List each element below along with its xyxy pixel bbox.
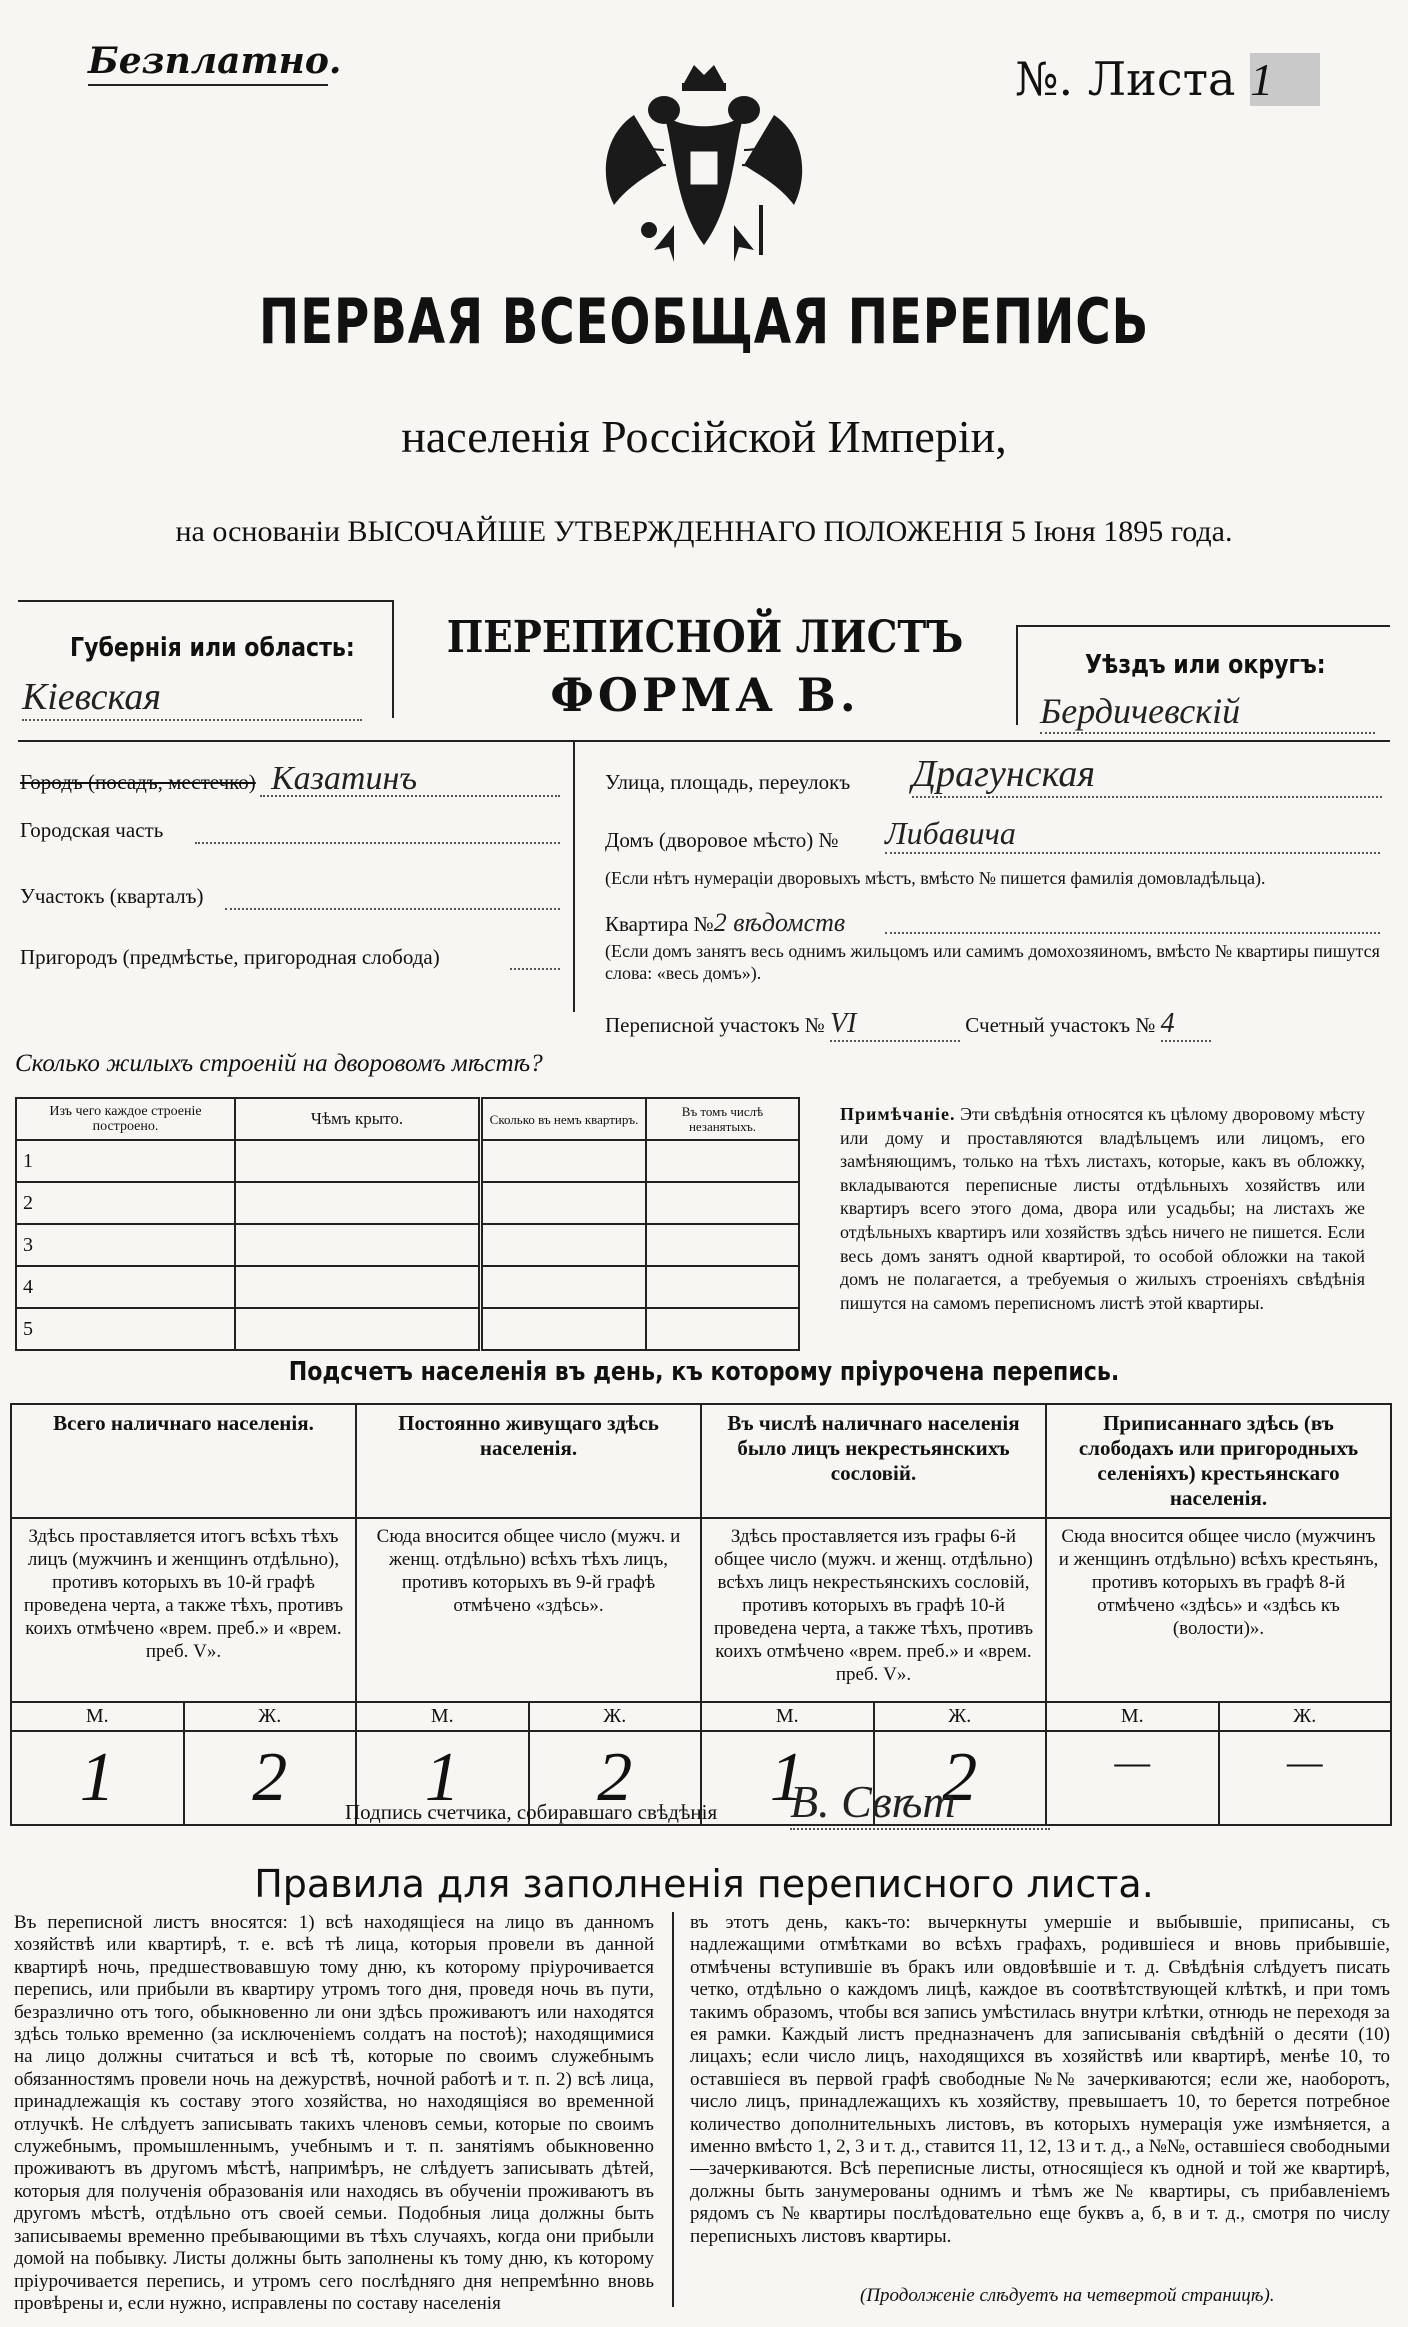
street-value: Драгунская (912, 752, 1382, 798)
house-label: Домъ (дворовое мѣсто) № (605, 828, 839, 852)
table-cell[interactable] (235, 1140, 481, 1182)
row-number: 1 (16, 1140, 235, 1182)
male-count[interactable]: 1 (356, 1731, 529, 1825)
census-district-row (605, 1008, 1395, 1042)
page-subtitle: населенія Россійской Имперіи, (401, 411, 1007, 462)
table-row (16, 1308, 799, 1350)
column-head: Постоянно живущаго здѣсь населенія. (356, 1404, 701, 1518)
apartment-value: 2 вѣдомств (713, 908, 846, 937)
table-cell[interactable] (646, 1140, 799, 1182)
uezd-value: Бердичевскій (1040, 690, 1375, 734)
row-number: 3 (16, 1224, 235, 1266)
male-label: М. (11, 1702, 184, 1731)
apartment-note: (Если домъ занятъ весь однимъ жильцомъ или самимъ домохозяиномъ, вмѣсто № квартиры пишутся слова: «весь домъ»). (605, 941, 1380, 983)
male-label: М. (356, 1702, 529, 1731)
divider (88, 84, 328, 86)
uezd-label: Уѣздъ или округъ: (1085, 650, 1326, 680)
form-name: ПЕРЕПИСНОЙ ЛИСТЪ (446, 612, 964, 663)
female-label: Ж. (184, 1702, 357, 1731)
column-description: Сюда вносится общее число (мужч. и женщ. отдѣльно) всѣхъ тѣхъ лицъ, противъ которыхъ въ 9-й графѣ отмѣчено «здѣсь». (356, 1518, 701, 1702)
female-label: Ж. (874, 1702, 1047, 1731)
row-number: 4 (16, 1266, 235, 1308)
male-count[interactable]: — (1046, 1731, 1219, 1825)
suburb-label: Пригородъ (предмѣстье, пригородная слобода) (20, 945, 440, 969)
city-label: Городъ (посадъ, местечко) (20, 770, 256, 794)
column-head: Въ числѣ наличнаго населенія было лицъ некрестьянскихъ сословій. (701, 1404, 1046, 1518)
table-cell[interactable] (646, 1308, 799, 1350)
table-cell[interactable] (646, 1182, 799, 1224)
rules-title: Правила для заполненія переписного листа. (254, 1862, 1154, 1906)
city-part-line (195, 842, 560, 844)
count-title: Подсчетъ населенія въ день, къ которому пріурочена перепись. (288, 1357, 1120, 1387)
female-count[interactable]: 2 (874, 1731, 1047, 1825)
male-count[interactable]: 1 (11, 1731, 184, 1825)
street-label: Улица, площадь, переулокъ (605, 770, 851, 794)
signature-value: В. Свѣт (790, 1775, 1050, 1830)
divider (1018, 625, 1390, 627)
city-field (20, 760, 560, 798)
count-district-value: 4 (1161, 1008, 1211, 1042)
table-header: Сколько въ немъ квартиръ. (481, 1098, 647, 1140)
note-title: Примѣчаніе. (840, 1104, 956, 1124)
page-title: ПЕРВАЯ ВСЕОБЩАЯ ПЕРЕПИСЬ (258, 285, 1150, 358)
divider (1016, 625, 1018, 725)
divider (18, 600, 393, 602)
divider (672, 1912, 674, 2307)
table-row (16, 1224, 799, 1266)
gubernia-value: Кіевская (22, 675, 362, 721)
female-count[interactable]: 2 (529, 1731, 702, 1825)
table-cell[interactable] (235, 1308, 481, 1350)
basis-line: на основаніи ВЫСОЧАЙШЕ УТВЕРЖДЕННАГО ПОЛОЖЕНІЯ 5 Іюня 1895 года. (175, 515, 1233, 548)
buildings-table (15, 1097, 800, 1351)
district-label: Участокъ (кварталъ) (20, 884, 204, 908)
apartment-label (605, 908, 845, 938)
double-headed-eagle-emblem (594, 55, 814, 279)
population-count-table (10, 1403, 1392, 1826)
free-label: Безплатно. (88, 40, 342, 82)
column-description: Здѣсь проставляется итогъ всѣхъ тѣхъ лицъ (мужчинъ и женщинъ отдѣльно), противъ которыхъ въ 10-й графѣ проведена черта, а также тѣхъ, противъ коихъ отмѣчено «врем. преб.» и «врем. преб. V». (11, 1518, 356, 1702)
divider (18, 740, 1390, 742)
gubernia-label: Губернія или область: (70, 633, 355, 663)
row-number: 5 (16, 1308, 235, 1350)
signature-label: Подпись счетчика, собиравшаго свѣдѣнія (345, 1800, 718, 1824)
district-line (225, 908, 560, 910)
table-row (11, 1702, 1391, 1731)
table-row (16, 1140, 799, 1182)
house-note: (Если нѣтъ нумераціи дворовыхъ мѣстъ, вмѣсто № пишется фамилія домовладѣльца). (605, 868, 1266, 888)
buildings-question: Сколько жилыхъ строеній на дворовомъ мѣстѣ? (15, 1050, 543, 1077)
table-cell[interactable] (481, 1140, 647, 1182)
column-head: Всего наличнаго населенія. (11, 1404, 356, 1518)
male-count[interactable]: 1 (701, 1731, 874, 1825)
city-part-label: Городская часть (20, 818, 164, 842)
sheet-label: №. Листа (1015, 52, 1236, 106)
row-number: 2 (16, 1182, 235, 1224)
table-cell[interactable] (481, 1224, 647, 1266)
male-label: М. (1046, 1702, 1219, 1731)
male-label: М. (701, 1702, 874, 1731)
note-block (840, 1103, 1365, 1315)
house-value: Либавича (885, 815, 1380, 854)
table-header: Въ томъ числѣ незанятыхъ. (646, 1098, 799, 1140)
divider (573, 742, 575, 1012)
sheet-number-value: 1 (1250, 53, 1320, 106)
female-label: Ж. (1219, 1702, 1392, 1731)
table-cell[interactable] (646, 1224, 799, 1266)
apartment-label-text: Квартира № (605, 912, 714, 936)
table-header-row (11, 1404, 1391, 1518)
table-row (16, 1182, 799, 1224)
city-value: Казатинъ (271, 760, 417, 797)
city-line (260, 795, 560, 797)
form-type: ФОРМА В. (550, 668, 860, 722)
census-district-label: Переписной участокъ № (605, 1013, 825, 1037)
table-cell[interactable] (235, 1266, 481, 1308)
table-header: Изъ чего каждое строеніе построено. (16, 1098, 235, 1140)
apartment-line (885, 932, 1380, 934)
female-count[interactable]: — (1219, 1731, 1392, 1825)
female-count[interactable]: 2 (184, 1731, 357, 1825)
table-row (16, 1266, 799, 1308)
table-cell[interactable] (235, 1182, 481, 1224)
count-district-label: Счетный участокъ № (965, 1013, 1156, 1037)
column-head: Приписаннаго здѣсь (въ слободахъ или пригородныхъ селеніяхъ) крестьянскаго населенія. (1046, 1404, 1391, 1518)
divider (392, 600, 394, 718)
table-cell[interactable] (481, 1266, 647, 1308)
column-description: Сюда вносится общее число (мужчинъ и женщинъ отдѣльно) всѣхъ крестьянъ, противъ которыхъ въ графѣ 8-й отмѣчено «здѣсь» и «здѣсь къ (волости)». (1046, 1518, 1391, 1702)
table-cell[interactable] (481, 1182, 647, 1224)
table-cell[interactable] (481, 1308, 647, 1350)
table-cell[interactable] (646, 1266, 799, 1308)
note-text: Эти свѣдѣнія относятся къ цѣлому дворовому мѣсту или дому и проставляются владѣльцемъ или лицомъ, его замѣняющимъ, только на тѣхъ листахъ, которые, какъ въ обложку, вкладываются переписные листы отдѣльныхъ хозяйствъ или квартиръ всего этого дома, двора или усадьбы; на листахъ же отдѣльныхъ квартиръ или хозяйствъ здѣсь ничего не пишется. Если весь домъ занятъ одной квартирой, то особой обложки на такой домъ не полагается, а требуемыя о жилыхъ строеніяхъ свѣдѣнія пишутся на самомъ переписномъ листѣ этой квартиры. (840, 1104, 1365, 1313)
rules-left-column: Въ переписной листъ вносятся: 1) всѣ находящіеся на лицо въ данномъ хозяйствѣ или квартирѣ, т. е. всѣ тѣ лица, которыя провели въ данной квартирѣ ночь, предшествовавшую тому дню, къ которому пріурочивается перепись, или прибыли въ квартиру утромъ того дня, проведя ночь въ пути, безразлично отъ того, обыкновенно ли они здѣсь проживаютъ или находятся здѣсь только временно (за исключеніемъ солдатъ на постоѣ); находящимися на лицо должны считаться и всѣ тѣ, которые по своимъ служебнымъ обязанностямъ провели ночь на дежурствѣ, ночной работѣ и т. п. 2) всѣ лица, принадлежащія къ составу этого хозяйства, но находящіяся во временной отлучкѣ. Не слѣдуетъ записывать такихъ членовъ семьи, которые по своимъ служебнымъ, промышленнымъ, учебнымъ и т. п. занятіямъ обыкновенно проживаютъ въ другомъ мѣстѣ, напримѣръ, не слѣдуетъ записывать дѣтей, которыя для полученія образованія или находясь въ обученіи проживаютъ въ другомъ мѣстѣ, отдѣльно отъ своей семьи. Подобныя лица должны быть записываемы временно пребывающими въ тѣхъ случаяхъ, когда они прибыли домой на побывку. Листы должны быть заполнены къ тому дню, къ которому пріурочивается перепись, и утромъ сего послѣдняго дня непремѣнно вновь провѣрены и, если нужно, исправлены по составу населенія (14, 1912, 654, 2314)
column-description: Здѣсь проставляется изъ графы 6-й общее число (мужч. и женщ. отдѣльно) всѣхъ лицъ некрестьянскихъ сословій, противъ которыхъ въ графѣ 10-й проведена черта, а также тѣхъ, противъ коихъ отмѣчено «врем. преб.» и «врем. преб. V». (701, 1518, 1046, 1702)
table-header-row (16, 1098, 799, 1140)
continued-note: (Продолженіе слѣдуетъ на четвертой страницѣ). (860, 2285, 1275, 2306)
table-cell[interactable] (235, 1224, 481, 1266)
table-row (11, 1518, 1391, 1702)
suburb-line (510, 968, 560, 970)
census-district-value: VI (830, 1008, 960, 1042)
table-header: Чѣмъ крыто. (235, 1098, 481, 1140)
sheet-number (1015, 52, 1320, 106)
rules-right-column: въ этотъ день, какъ-то: вычеркнуты умершіе и выбывшіе, приписаны, съ надлежащими отмѣтками во всѣхъ графахъ, родившіеся и вновь прибывшіе, отмѣчены вступившіе въ бракъ или овдовѣвшіе и т. д. Свѣдѣнія слѣдуетъ писать четко, отдѣльно о каждомъ лицѣ, каждое въ соотвѣтствующей клѣткѣ, и при томъ такимъ образомъ, чтобы вся запись умѣстилась внутри клѣтки, отнюдь не переходя за ея рамки. Каждый листъ предназначенъ для записыванія свѣдѣній о десяти (10) лицахъ; если число лицъ, находящихся въ хозяйствѣ или квартирѣ, менѣе 10, то оставшіеся въ первой графѣ свободные №№ зачеркиваются; если же, наоборотъ, число лицъ, принадлежащихъ къ хозяйству, превышаетъ 10, то берется потребное количество дополнительныхъ листовъ, въ которыхъ нумерація уже измѣняется, а именно вмѣсто 1, 2, 3 и т. д., ставится 11, 12, 13 и т. д., а №№, оставшіеся свободными—зачеркиваются. Всѣ переписные листы, относящіеся къ одной и той же квартирѣ, должны быть занумерованы однимъ и тѣмъ же № квартиры, съ прибавленіемъ рядомъ съ № квартиры послѣдовательно еще буквъ а, б, в и т. д., смотря по числу переписныхъ листовъ квартиры. (690, 1912, 1390, 2247)
female-label: Ж. (529, 1702, 702, 1731)
